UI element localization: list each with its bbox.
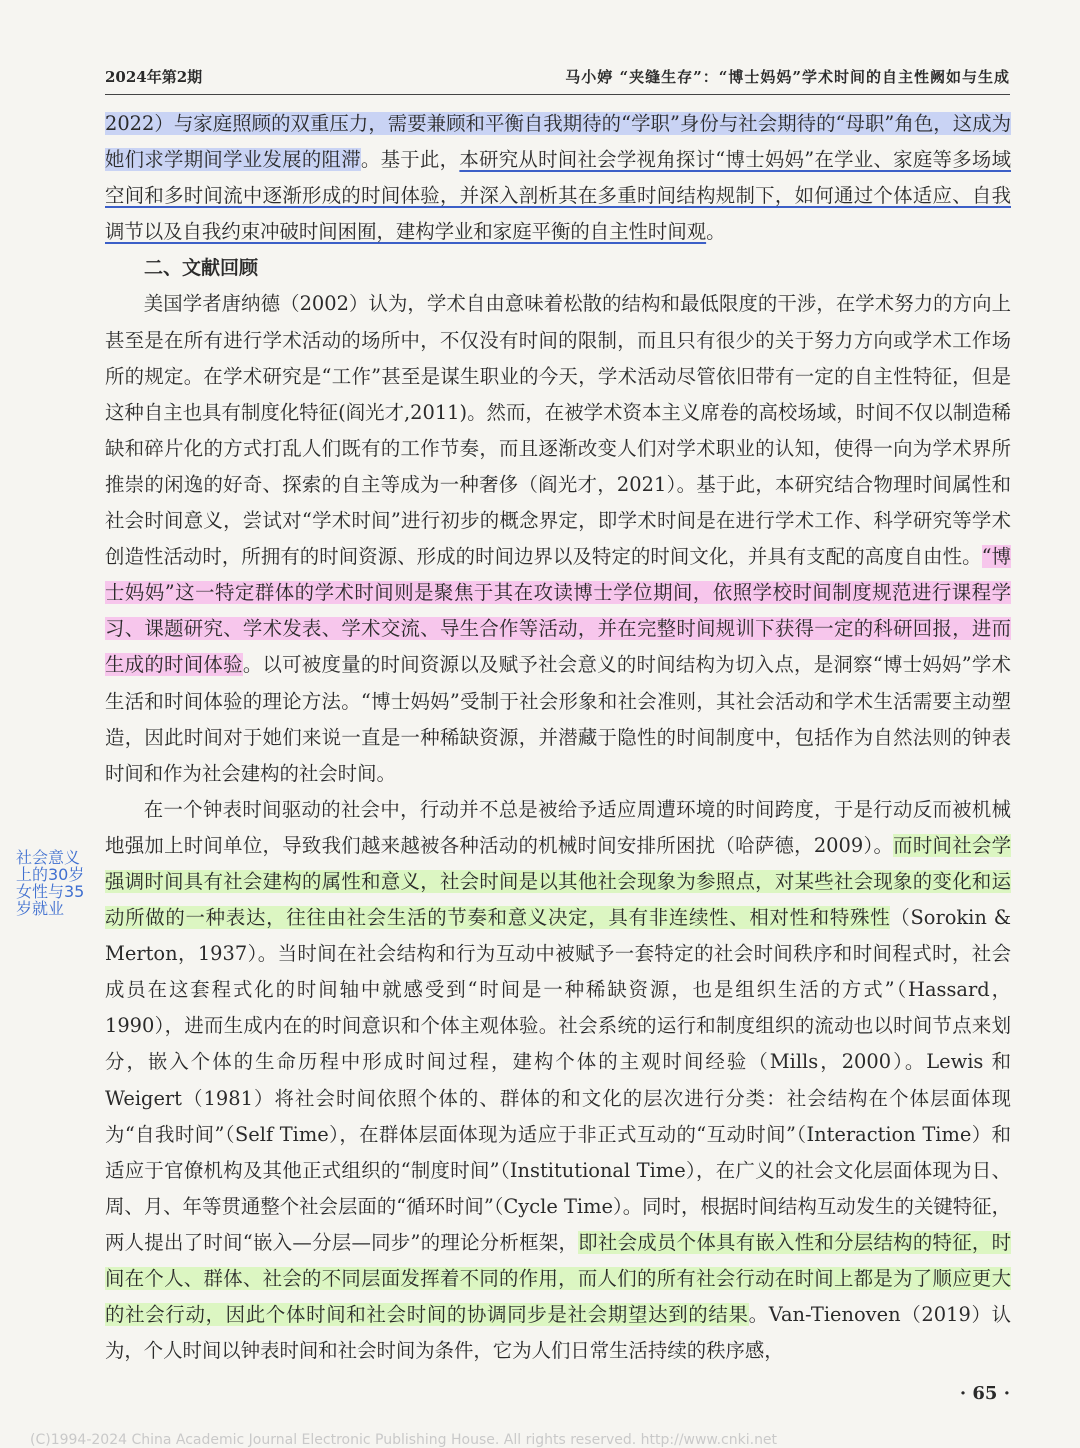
plain-text: （Sorokin & Merton，1937）。当时间在社会结构和行为互动中被赋予一套特定的社会时间秩序和时间程式时，社会成员在这套程式化的时间轴中就感受到“时间是一种稀缺资源，也是组织生活的方式”（Hassard，1990），进而生成内在的时间意识和个体主观体验。社会系统的运行和制度组织的流动也以时间节点来划分，嵌入个体的生命历程中形成时间过程，建构个体的主观时间经验（Mills，2000）。Lewis 和 Weigert（1981）将社会时间依照个体的、群体的和文化的层次进行分类：社会结构在个体层面体现为“自我时间”（Self Time），在群体层面体现为适应于非正式互动的“互动时间”（Interaction Time）和适应于官僚机构及其他正式组织的“制度时间”（Institutional Time），在广义的社会文化层面体现为日、周、月、年等贯通整个社会层面的“循环时间”（Cycle Time）。同时，根据时间结构互动发生的关键特征，两人提出了时间“嵌入—分层—同步”的理论分析框架， — [105, 906, 1012, 1254]
plain-text: 美国学者唐纳德（2002）认为，学术自由意味着松散的结构和最低限度的干涉，在学术努力的方向上甚至是在所有进行学术活动的场所中，不仅没有时间的限制，而且只有很少的关于努力方向或学术工作场所的规定。在学术研究是“工作”甚至是谋生职业的今天，学术活动尽管依旧带有一定的自主性特征，但是这种自主也具有制度化特征(阎光才,2011)。然而，在被学术资本主义席卷的高校场域，时间不仅以制造稀缺和碎片化的方式打乱人们既有的工作节奏，而且逐渐改变人们对学术职业的认知，使得一向为学术界所推崇的闲逸的好奇、探索的自主等成为一种奢侈（阎光才，2021）。基于此，本研究结合物理时间属性和社会时间意义，尝试对“学术时间”进行初步的概念界定，即学术时间是在进行学术工作、科学研究等学术创造性活动时，所拥有的时间资源、形成的时间边界以及特定的时间文化，并具有支配的高度自由性。 — [105, 292, 1011, 569]
highlight-pink[interactable]: “博士妈妈”这一特定群体的学术时间则是聚焦于其在攻读博士学位期间，依照学校时间制度规范进行课程学习、课题研究、学术发表、学术交流、导生合作等活动，并在完整时间规训下获得一定的科研回报，进而生成的时间体验 — [105, 545, 1012, 677]
copyright-footer: (C)1994-2024 China Academic Journal Electronic Publishing House. All rights reserved. http://www.cnki.net — [30, 1432, 778, 1448]
article-body — [105, 106, 1011, 1369]
underline-blue[interactable]: 本研究从时间社会学视角探讨“博士妈妈”在学业、家庭等多场域空间和多时间流中逐渐形成的时间体验，并深入剖析其在多重时间结构规制下，如何通过个体适应、自我调节以及自我约束冲破时间困囿，建构学业和家庭平衡的自主性时间观 — [105, 148, 1012, 244]
plain-text: 。 — [706, 220, 726, 244]
plain-text: 。基于此， — [360, 148, 460, 172]
section-heading: 二、文献回顾 — [144, 257, 259, 280]
highlight-blue[interactable]: 2022）与家庭照顾的双重压力，需要兼顾和平衡自我期待的“学职”身份与社会期待的“母职”角色，这成为她们求学期间学业发展的阻滞 — [105, 112, 1011, 172]
plain-text: 。以可被度量的时间资源以及赋予社会意义的时间结构为切入点，是洞察“博士妈妈”学术生活和时间体验的理论方法。“博士妈妈”受制于社会形象和社会准则，其社会活动和学术生活需要主动塑造，因此时间对于她们来说一直是一种稀缺资源，并潜藏于隐性的时间制度中，包括作为自然法则的钟表时间和作为社会建构的社会时间。 — [105, 653, 1012, 785]
running-header — [105, 62, 1010, 95]
literature-paragraph-1 — [105, 286, 1011, 791]
plain-text: 在一个钟表时间驱动的社会中，行动并不总是被给予适应周遭环境的时间跨度，于是行动反而被机械地强加上时间单位，导致我们越来越被各种活动的机械时间安排所困扰（哈萨德，2009）。 — [105, 797, 1011, 857]
highlight-green[interactable]: 而时间社会学强调时间具有社会建构的属性和意义，社会时间是以其他社会现象为参照点，对某些社会现象的变化和运动所做的一种表达，往往由社会生活的节奏和意义决定，具有非连续性、相对性和特殊性 — [105, 833, 1011, 930]
literature-paragraph-2 — [105, 792, 1011, 1370]
intro-paragraph — [105, 106, 1011, 250]
highlight-green-2[interactable]: 即社会成员个体具有嵌入性和分层结构的特征，时间在个人、群体、社会的不同层面发挥着不同的作用，而人们的所有社会行动在时间上都是为了顺应更大的社会行动，因此个体时间和社会时间的协调同步是社会期望达到的结果 — [105, 1230, 1012, 1327]
page-number: · 65 · — [959, 1383, 1010, 1404]
plain-text: 。Van-Tienoven（2019）认为，个人时间以钟表时间和社会时间为条件，它为人们日常生活持续的秩序感， — [105, 1303, 1012, 1363]
journal-issue: 2024年第2期 — [105, 68, 203, 86]
margin-annotation[interactable]: 社会意义上的30岁女性与35岁就业 — [16, 848, 85, 918]
article-title-header: 马小婷 “夹缝生存”：“博士妈妈”学术时间的自主性阙如与生成 — [565, 68, 1010, 86]
